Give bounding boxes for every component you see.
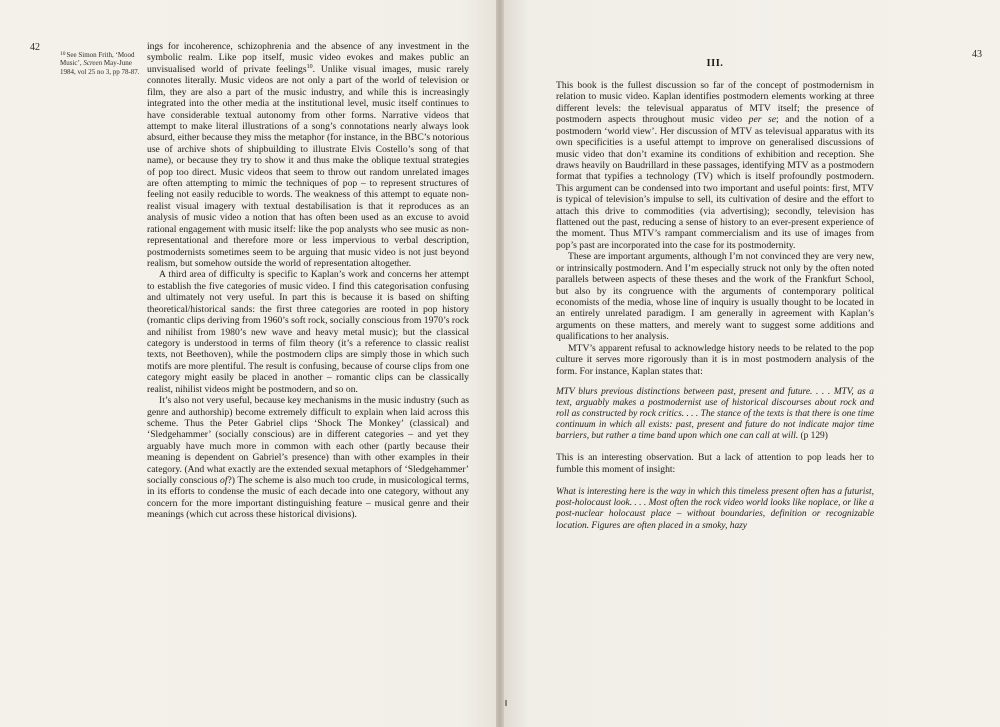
quote-text: MTV blurs previous distinctions between past, present and future. . . . MTV, as a text, arguably makes a postmodernist use of historical discourses about rock and roll as constructed by rock critics. . . . The stance of the texts is that there is one time continuum in which all exists: past, present and future do not indicate major time barriers, but rather a time band upon which one can call at will. bbox=[556, 386, 874, 442]
paragraph: A third area of difficulty is specific to Kaplan’s work and concerns her attempt to establish the five categories of music video. I find this categorisation confusing and ultimately not very useful. In part this is because it is based on shifting theoretical/historical sands: the first three categories are rooted in pop history (romantic clips deriving from 1960’s soft rock, socially conscious from 1970’s rock and nihilist from 1980’s new wave and heavy metal music); but the classical category is understood in terms of film theory (it’s a reference to classic realist texts, not Beethoven), while the postmodern clips are simply those in which such motifs are more plentiful. The result is confusing, because of course clips from one category might easily be placed in another – romantic clips can be classically realist, nihilist videos might be postmodern, and so on. bbox=[147, 269, 469, 395]
book-gutter bbox=[496, 0, 504, 727]
footnote-journal: Screen bbox=[83, 59, 103, 68]
scan-mark bbox=[505, 700, 507, 706]
paragraph: These are important arguments, although I’m not convinced they are very new, or intrinsically postmodern. And I’m especially struck not only by the often noted parallels between aspects of these theses and the work of the Frankfurt School, but also by its congruence with the arguments of contemporary political economists of the media, whose line of inquiry is usually thought to be located in an entirely unrelated paradigm. I am generally in agreement with Kaplan’s arguments on these matters, and merely want to suggest some additions and qualifications to her analysis. bbox=[556, 251, 874, 343]
paragraph: MTV’s apparent refusal to acknowledge history needs to be related to the pop culture it serves more rigorously than it is in most postmodern analysis of the form. For instance, Kaplan states that: bbox=[556, 342, 874, 377]
footnote-text-before: See Simon Frith, ‘Mood Music’, bbox=[60, 51, 135, 68]
block-quote bbox=[556, 387, 874, 442]
footnote-text-after: May-June 1984, vol 25 no 3, pp 78-87. bbox=[60, 59, 140, 76]
footnote-number: 10 bbox=[60, 51, 66, 57]
paragraph-text: . Unlike visual images, music rarely connotes literally. Music videos are not only a part of the world of television or film, they are also a part of the music industry, and while this is increasingly integrated into the other media at the institutional level, music itself continues to have considerable textual autonomy from other forms. Narrative videos that attempt to make literal illustrations of a song’s connotations nearly always look absurd, either because they miss the metaphor (for instance, in the BBC’s notorious use of archive shots of shipbuilding to illustrate Elvis Costello’s song of that name), or because they try to show it and thus make the oblique textual strategies of pop too direct. Music videos that seem to throw out random unrelated images are often attempting to mimic the techniques of pop – to represent structures of feeling not easily reducible to words. The weakness of this attempt to equate non-realist visual imagery with textual destabilisation is that it reproduces as an analysis of music video a notion that has often been used as an excuse to avoid rational engagement with music itself: like the pop analysts who see music as non-representational and therefore more or less impervious to verbal description, postmodernists sometimes seem to be arguing that music video is not just beyond realism, but somehow outside the world of representation altogether. bbox=[147, 63, 469, 270]
emphasis: of bbox=[220, 475, 228, 487]
paragraph-text: ; and the notion of a postmodern ‘world view’. Her discussion of MTV as televisual apparatus with its own specificities is a useful attempt to improve on generalised discussions of music video that don’t examine its conditions of exhibition and reception. She draws heavily on Baudrillard in these passages, identifying MTV as a postmodern format that typifies a technology (TV) which is itself profoundly postmodern. This argument can be condensed into two important and useful points: first, MTV is typical of television’s impulse to sell, its cultivation of desire and the effort to attach this drive to commodities (via advertising); secondly, television has flattened out the past, reducing a sense of history to an ever-present experience of the moment. Thus MTV’s rampant commercialism and its use of images from pop’s past are incorporated into the case for its postmodernity. bbox=[556, 114, 875, 251]
paragraph bbox=[147, 395, 469, 521]
quote-citation: (p 129) bbox=[798, 431, 828, 442]
block-quote: What is interesting here is the way in which this timeless present often has a futurist, post-holocaust look. . . . Most often the rock video world looks like noplace, or like a post-nuclear holocaust place – without boundaries, definition or recognizable location. Figures are often placed in a smoky, hazy bbox=[556, 487, 874, 531]
right-text-column bbox=[556, 80, 874, 532]
footnote bbox=[60, 50, 142, 76]
page-number-left: 42 bbox=[30, 42, 40, 53]
section-heading: III. bbox=[706, 58, 724, 69]
footnote-reference: 10 bbox=[306, 63, 313, 70]
paragraph-text: This book is the fullest discussion so far of the concept of postmodernism in relation to music video. Kaplan identifies postmodern elements working at three different levels: the televisual apparatus of MTV itself; the presence of postmodern aspects throughout music video bbox=[556, 80, 874, 126]
page-number-right: 43 bbox=[972, 49, 982, 60]
paragraph-text: ings for incoherence, schizophrenia and the absence of any investment in the symbolic realm. Like pop itself, music video evokes and makes public an unvisualised world of private feelings bbox=[147, 41, 469, 75]
paragraph-text: It’s also not very useful, because key mechanisms in the music industry (such as genre and authorship) become extremely difficult to explain when laid across this scheme. Thus the Peter Gabriel clips ‘Shock The Monkey’ (classical) and ‘Sledgehammer’ (socially conscious) are in different categories – and yet they arguably have much more in common with each other (partly because their meaning is dependent on Gabriel’s presence) than with other examples in their category. (And what exactly are the extended sexual metaphors of ‘Sledgehammer’ socially conscious bbox=[147, 395, 469, 487]
paragraph: This is an interesting observation. But a lack of attention to pop leads her to fumble this moment of insight: bbox=[556, 452, 874, 475]
paragraph-text: ?) The scheme is also much too crude, in musicological terms, in its efforts to condense the music of each decade into one category, without any concern for the more important distinguishing feature – musical genre and their meanings (which cut across these historical divisions). bbox=[147, 475, 469, 521]
left-text-column bbox=[147, 41, 469, 521]
paragraph bbox=[556, 80, 874, 251]
emphasis: per se bbox=[748, 114, 777, 126]
paragraph bbox=[147, 41, 469, 269]
